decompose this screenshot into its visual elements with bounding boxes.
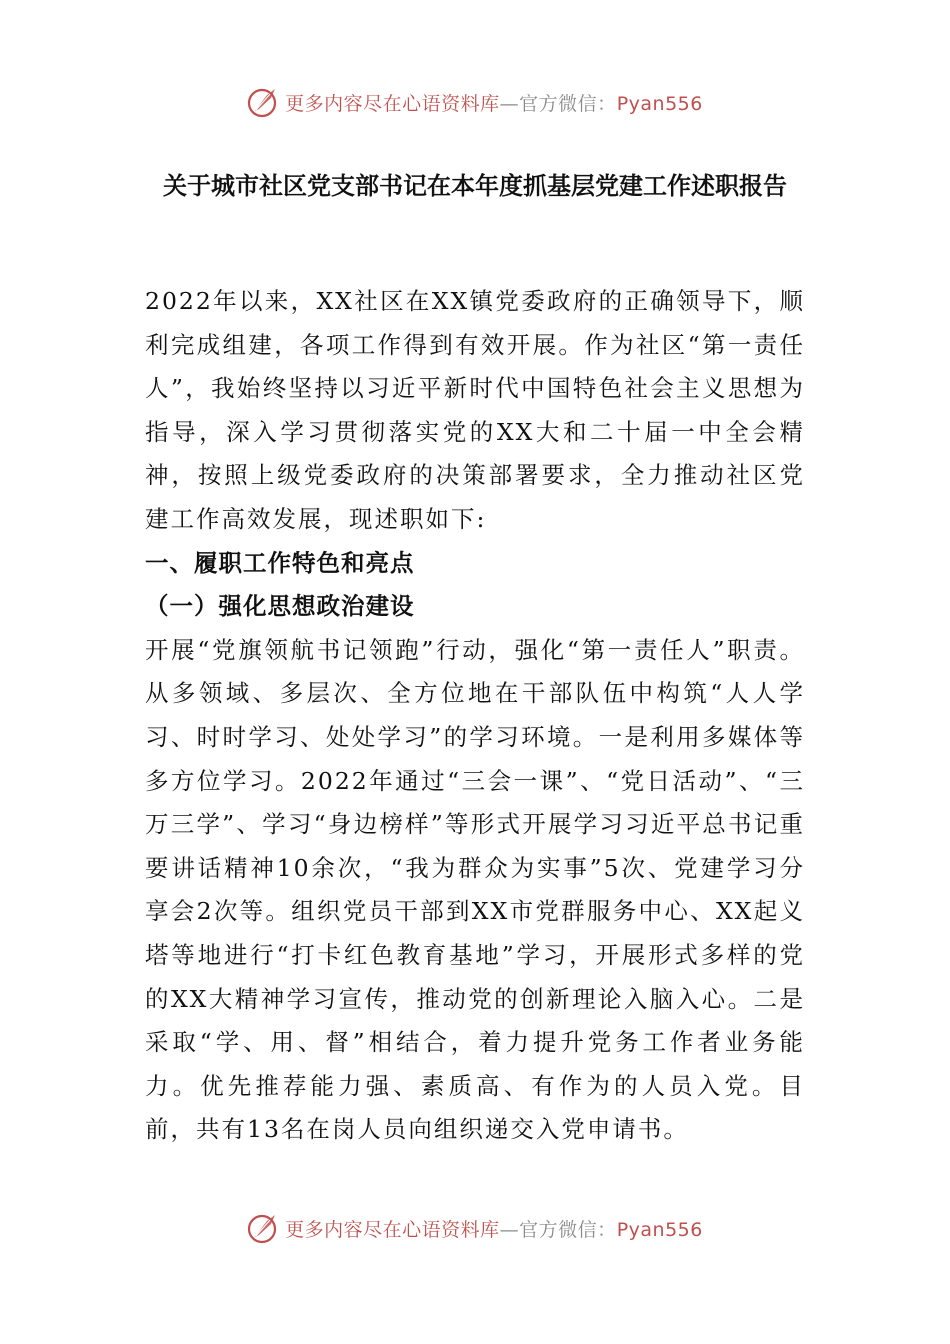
subsection-paragraph: 开展“党旗领航书记领跑”行动，强化“第一责任人”职责。从多领域、多层次、全方位地在干部队伍中构筑“人人学习、时时学习、处处学习”的学习环境。一是利用多媒体等多方位学习。2022年通过“三会一课”、“党日活动”、“三万三学”、学习“身边榜样”等形式开展学习习近平总书记重要讲话精神10余次，“我为群众为实事”5次、党建学习分享会2次等。组织党员干部到XX市党群服务中心、XX起义塔等地进行“打卡红色教育基地”学习，开展形式多样的党的XX大精神学习宣传，推动党的创新理论入脑入心。二是采取“学、用、督”相结合，着力提升党务工作者业务能力。优先推荐能力强、素质高、有作为的人员入党。目前，共有13名在岗人员向组织递交入党申请书。 xyxy=(145,635,805,1144)
watermark-site-text: 更多内容尽在心语资料库 xyxy=(285,92,500,115)
subsection-heading: （一）强化思想政治建设 xyxy=(145,592,415,621)
watermark-dash: — xyxy=(499,1218,520,1241)
feather-pen-logo-icon xyxy=(247,85,281,119)
watermark-wechat-label: 官方微信： xyxy=(519,92,617,115)
watermark-wechat-label: 官方微信： xyxy=(519,1218,617,1241)
feather-pen-logo-icon xyxy=(247,1211,281,1245)
header-watermark-banner xyxy=(0,82,950,122)
watermark-text xyxy=(285,1215,703,1242)
watermark-wechat-id: Pyan556 xyxy=(616,1218,703,1241)
watermark-site-text: 更多内容尽在心语资料库 xyxy=(285,1218,500,1241)
watermark-text xyxy=(285,89,703,116)
section-heading: 一、履职工作特色和亮点 xyxy=(145,548,415,577)
footer-watermark-banner xyxy=(0,1208,950,1248)
intro-paragraph: 2022年以来，XX社区在XX镇党委政府的正确领导下，顺利完成组建，各项工作得到有效开展。作为社区“第一责任人”，我始终坚持以习近平新时代中国特色社会主义思想为指导，深入学习贯彻落实党的XX大和二十届一中全会精神，按照上级党委政府的决策部署要求，全力推动社区党建工作高效发展，现述职如下: xyxy=(145,287,805,533)
watermark-wechat-id: Pyan556 xyxy=(616,92,703,115)
watermark-dash: — xyxy=(499,92,520,115)
document-title: 关于城市社区党支部书记在本年度抓基层党建工作述职报告 xyxy=(163,171,787,200)
document-body xyxy=(145,280,805,1152)
